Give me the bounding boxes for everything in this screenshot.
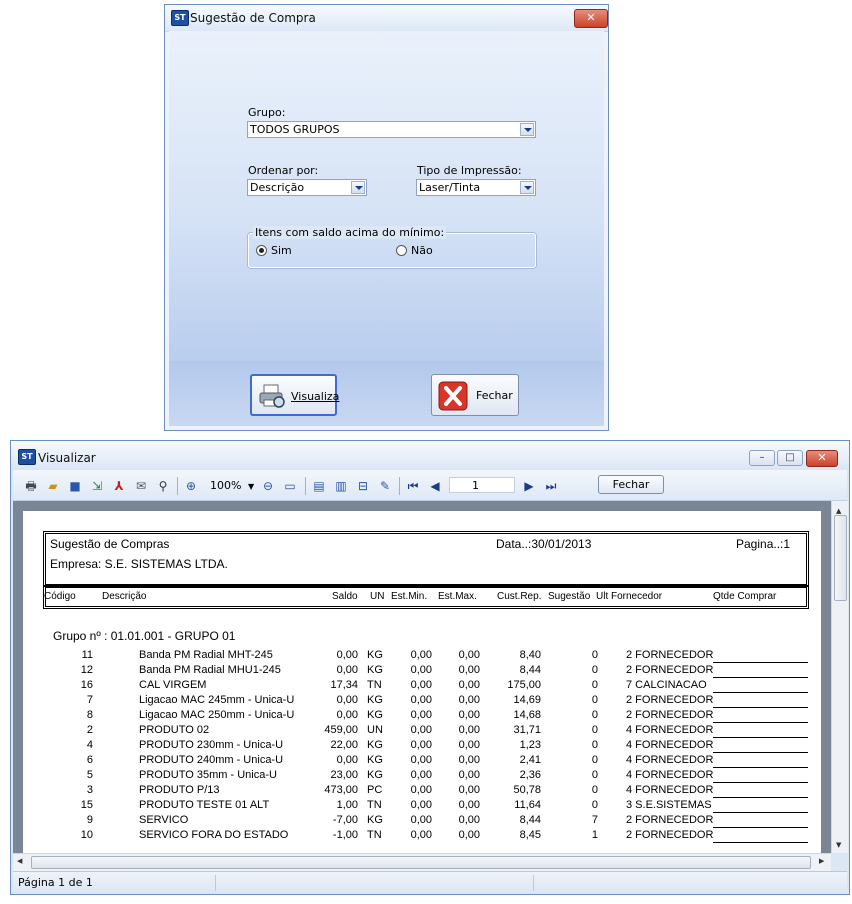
report-page-number: Pagina..:1	[736, 537, 791, 551]
zoom-out-icon[interactable]: ⊖	[262, 479, 274, 493]
zoom-select[interactable]	[210, 479, 254, 492]
cell-un: PC	[367, 784, 383, 796]
cell-estmin: 0,00	[410, 799, 432, 811]
cell-saldo: 0,00	[336, 694, 358, 706]
cell-estmax: 0,00	[458, 814, 480, 826]
cell-saldo: 0,00	[336, 649, 358, 661]
pdf-icon[interactable]: ⅄	[114, 479, 124, 493]
cell-fornecedor: 2 FORNECEDOR	[626, 709, 714, 721]
cell-fornecedor: 2 FORNECEDOR	[626, 829, 714, 841]
status-bar	[13, 871, 847, 894]
cell-estmax: 0,00	[458, 694, 480, 706]
find-icon[interactable]: ⚲	[158, 479, 168, 493]
cell-saldo: 0,00	[336, 709, 358, 721]
cell-estmin: 0,00	[410, 694, 432, 706]
dialog-titlebar[interactable]	[165, 5, 608, 32]
cell-estmin: 0,00	[410, 664, 432, 676]
cell-un: KG	[367, 694, 383, 706]
cell-sugestao: 0	[591, 739, 598, 751]
first-page-icon[interactable]: ⏮	[407, 479, 419, 493]
grupo-select[interactable]	[247, 121, 536, 138]
cell-estmax: 0,00	[458, 829, 480, 841]
cell-custrep: 8,44	[519, 664, 541, 676]
cell-custrep: 31,71	[513, 724, 541, 736]
cell-sugestao: 0	[591, 769, 598, 781]
tipo-impressao-select[interactable]	[416, 179, 536, 196]
toolbar-separator	[399, 477, 400, 495]
cell-estmin: 0,00	[410, 829, 432, 841]
cell-fornecedor: 7 CALCINACAO	[626, 679, 707, 691]
itens-saldo-legend: Itens com saldo acima do mínimo:	[255, 226, 445, 239]
cell-estmin: 0,00	[410, 724, 432, 736]
ordenar-select[interactable]	[247, 179, 367, 196]
email-icon[interactable]: ✉	[135, 479, 147, 493]
cell-sugestao: 7	[591, 814, 598, 826]
cell-custrep: 8,40	[519, 649, 541, 661]
cell-un: UN	[367, 724, 383, 736]
dialog-footer	[169, 361, 604, 426]
qtde-comprar-line	[713, 812, 808, 813]
qtde-comprar-line	[713, 827, 808, 828]
next-page-icon[interactable]: ▶	[524, 479, 534, 493]
page-number-input[interactable]: 1	[449, 477, 515, 493]
cell-un: KG	[367, 709, 383, 721]
qtde-comprar-line	[713, 677, 808, 678]
cell-codigo: 4	[86, 739, 93, 751]
cell-codigo: 3	[86, 784, 93, 796]
print-icon[interactable]: 🖶	[25, 479, 37, 493]
preview-fechar-button[interactable]: Fechar	[598, 475, 664, 494]
last-page-icon[interactable]: ⏭	[545, 479, 557, 493]
sugestao-dialog	[164, 4, 609, 431]
toolbar-separator	[305, 477, 306, 495]
qtde-comprar-line	[713, 752, 808, 753]
tipo-impressao-value: Laser/Tinta	[419, 181, 481, 194]
cell-fornecedor: 4 FORNECEDOR	[626, 784, 714, 796]
ordenar-value: Descrição	[250, 181, 305, 194]
cell-saldo: 473,00	[324, 784, 358, 796]
cell-descricao: PRODUTO P/13	[139, 784, 220, 796]
cell-fornecedor: 4 FORNECEDOR	[626, 754, 714, 766]
app-icon: ST	[171, 10, 189, 26]
status-text: Página 1 de 1	[18, 876, 93, 889]
cell-descricao: PRODUTO 02	[139, 724, 210, 736]
cell-estmin: 0,00	[410, 769, 432, 781]
status-divider	[533, 875, 534, 891]
chevron-down-icon[interactable]	[351, 181, 365, 194]
minimize-button[interactable]: –	[749, 450, 775, 466]
fechar-label: Fechar	[476, 389, 513, 402]
cell-saldo: 0,00	[336, 664, 358, 676]
cell-descricao: PRODUTO TESTE 01 ALT	[139, 799, 270, 811]
cell-sugestao: 0	[591, 724, 598, 736]
cell-codigo: 5	[86, 769, 93, 781]
grupo-value: TODOS GRUPOS	[250, 123, 340, 136]
col-estmin: Est.Min.	[391, 591, 428, 602]
cell-saldo: 1,00	[336, 799, 358, 811]
col-qtde-comprar: Qtde Comprar	[713, 591, 777, 602]
cell-estmin: 0,00	[410, 679, 432, 691]
cell-codigo: 16	[80, 679, 93, 691]
cell-codigo: 12	[80, 664, 93, 676]
cell-estmax: 0,00	[458, 799, 480, 811]
cell-codigo: 10	[80, 829, 93, 841]
dialog-close-button[interactable]: ✕	[574, 9, 608, 28]
cell-saldo: 17,34	[330, 679, 358, 691]
status-divider	[215, 875, 216, 891]
cell-codigo: 7	[86, 694, 93, 706]
qtde-comprar-line	[713, 767, 808, 768]
cell-descricao: Banda PM Radial MHT-245	[139, 649, 273, 661]
dialog-title: Sugestão de Compra	[190, 11, 316, 25]
cell-fornecedor: 4 FORNECEDOR	[626, 769, 714, 781]
cell-custrep: 2,41	[519, 754, 541, 766]
visualiza-button[interactable]	[250, 374, 340, 416]
preview-titlebar[interactable]	[11, 441, 849, 470]
qtde-comprar-line	[713, 692, 808, 693]
qtde-comprar-line	[713, 797, 808, 798]
cell-fornecedor: 2 FORNECEDOR	[626, 664, 714, 676]
cell-sugestao: 0	[591, 709, 598, 721]
cell-sugestao: 0	[591, 694, 598, 706]
preview-close-button[interactable]: ✕	[806, 450, 838, 467]
open-icon[interactable]: ▰	[48, 479, 58, 493]
dialog-client	[169, 31, 604, 361]
app-icon: ST	[18, 449, 36, 465]
save-icon[interactable]: ■	[69, 479, 81, 493]
col-custrep: Cust.Rep.	[497, 591, 542, 602]
scroll-right-icon[interactable]: ▶	[819, 857, 825, 865]
chevron-down-icon[interactable]	[520, 123, 534, 136]
cell-estmax: 0,00	[458, 739, 480, 751]
cell-custrep: 14,69	[513, 694, 541, 706]
cell-descricao: PRODUTO 240mm - Unica-U	[139, 754, 284, 766]
cell-sugestao: 1	[591, 829, 598, 841]
cell-un: TN	[367, 679, 382, 691]
fechar-button[interactable]	[431, 374, 519, 416]
cell-descricao: SERVICO	[139, 814, 189, 826]
preview-window	[10, 440, 850, 895]
cell-estmax: 0,00	[458, 769, 480, 781]
col-codigo: Código	[44, 591, 76, 602]
cell-estmin: 0,00	[410, 649, 432, 661]
col-un: UN	[370, 591, 385, 602]
cell-saldo: -1,00	[332, 829, 358, 841]
book-icon[interactable]: ⊟	[357, 479, 369, 493]
cell-estmax: 0,00	[458, 754, 480, 766]
radio-nao[interactable]	[396, 245, 407, 256]
close-x-icon	[438, 381, 468, 411]
col-ult-fornecedor: Ult Fornecedor	[596, 591, 663, 602]
zoom-in-icon[interactable]: ⊕	[185, 479, 197, 493]
cell-sugestao: 0	[591, 664, 598, 676]
two-pages-icon[interactable]: ▥	[335, 479, 347, 493]
cell-estmin: 0,00	[410, 754, 432, 766]
cell-codigo: 8	[86, 709, 93, 721]
cell-saldo: -7,00	[332, 814, 358, 826]
qtde-comprar-line	[713, 782, 808, 783]
radio-sim[interactable]	[256, 245, 267, 256]
cell-custrep: 8,44	[519, 814, 541, 826]
radio-sim-label[interactable]: Sim	[271, 244, 292, 257]
cell-estmax: 0,00	[458, 709, 480, 721]
cell-descricao: Banda PM Radial MHU1-245	[139, 664, 281, 676]
col-estmax: Est.Max.	[438, 591, 477, 602]
radio-nao-label[interactable]: Não	[411, 244, 433, 257]
cell-estmax: 0,00	[458, 784, 480, 796]
cell-estmin: 0,00	[410, 784, 432, 796]
cell-estmin: 0,00	[410, 739, 432, 751]
cell-custrep: 8,45	[519, 829, 541, 841]
report-page	[23, 511, 821, 853]
cell-fornecedor: 3 S.E.SISTEMAS	[626, 799, 712, 811]
horizontal-scroll-thumb[interactable]	[31, 856, 811, 869]
qtde-comprar-line	[713, 707, 808, 708]
cell-saldo: 0,00	[336, 754, 358, 766]
cell-codigo: 15	[80, 799, 93, 811]
cell-un: TN	[367, 829, 382, 841]
cell-un: KG	[367, 739, 383, 751]
cell-sugestao: 0	[591, 754, 598, 766]
cell-fornecedor: 2 FORNECEDOR	[626, 649, 714, 661]
chevron-down-icon[interactable]	[520, 181, 534, 194]
export-icon[interactable]: ⇲	[91, 479, 103, 493]
report-company: Empresa: S.E. SISTEMAS LTDA.	[50, 557, 228, 571]
col-saldo: Saldo	[332, 591, 358, 602]
scroll-down-icon[interactable]: ▼	[836, 841, 842, 849]
cell-fornecedor: 2 FORNECEDOR	[626, 694, 714, 706]
cell-estmax: 0,00	[458, 649, 480, 661]
cell-un: KG	[367, 754, 383, 766]
cell-saldo: 23,00	[330, 769, 358, 781]
qtde-comprar-line	[713, 662, 808, 663]
cell-estmax: 0,00	[458, 724, 480, 736]
page-width-icon[interactable]: ▭	[284, 479, 296, 493]
maximize-button[interactable]: □	[777, 450, 803, 466]
cell-descricao: Ligacao MAC 245mm - Unica-U	[139, 694, 295, 706]
scroll-left-icon[interactable]: ◀	[17, 857, 23, 865]
horizontal-scrollbar[interactable]	[13, 853, 831, 871]
prev-page-icon[interactable]: ◀	[430, 479, 440, 493]
vertical-scrollbar[interactable]	[831, 501, 848, 853]
printer-preview-icon	[258, 382, 286, 410]
grupo-label: Grupo:	[248, 106, 286, 119]
qtde-comprar-line	[713, 737, 808, 738]
single-page-icon[interactable]: ▤	[313, 479, 325, 493]
cell-descricao: PRODUTO 35mm - Unica-U	[139, 769, 277, 781]
col-descricao: Descrição	[102, 591, 147, 602]
ordenar-label: Ordenar por:	[248, 164, 319, 177]
visualiza-label: Visualiza	[291, 390, 340, 403]
cell-custrep: 50,78	[513, 784, 541, 796]
cell-descricao: SERVICO FORA DO ESTADO	[139, 829, 289, 841]
cell-fornecedor: 4 FORNECEDOR	[626, 724, 714, 736]
cell-fornecedor: 2 FORNECEDOR	[626, 814, 714, 826]
cell-estmin: 0,00	[410, 709, 432, 721]
cell-codigo: 11	[81, 649, 93, 661]
cell-saldo: 22,00	[330, 739, 358, 751]
cell-custrep: 175,00	[507, 679, 541, 691]
cell-codigo: 2	[86, 724, 93, 736]
cell-sugestao: 0	[591, 679, 598, 691]
cell-sugestao: 0	[591, 799, 598, 811]
cell-descricao: PRODUTO 230mm - Unica-U	[139, 739, 284, 751]
preview-title: Visualizar	[38, 451, 96, 465]
qtde-comprar-line	[713, 842, 808, 843]
cell-descricao: Ligacao MAC 250mm - Unica-U	[139, 709, 295, 721]
report-title: Sugestão de Compras	[50, 537, 170, 551]
cell-sugestao: 0	[591, 649, 598, 661]
cell-descricao: CAL VIRGEM	[139, 679, 207, 691]
preview-toolbar	[13, 470, 847, 501]
cell-un: KG	[367, 769, 383, 781]
cell-estmax: 0,00	[458, 679, 480, 691]
toolbar-separator	[177, 477, 178, 495]
tipo-impressao-label: Tipo de Impressão:	[417, 164, 522, 177]
qtde-comprar-line	[713, 722, 808, 723]
cell-sugestao: 0	[591, 784, 598, 796]
chevron-down-icon[interactable]: ▼	[247, 482, 255, 491]
cell-un: KG	[367, 649, 383, 661]
cell-codigo: 6	[86, 754, 93, 766]
cell-custrep: 1,23	[519, 739, 541, 751]
report-viewport[interactable]	[13, 501, 831, 853]
cell-codigo: 9	[86, 814, 93, 826]
cell-un: KG	[367, 814, 383, 826]
edit-icon[interactable]: ✎	[379, 479, 391, 493]
zoom-value: 100%	[210, 479, 242, 492]
report-date: Data..:30/01/2013	[496, 537, 592, 551]
cell-custrep: 2,36	[519, 769, 541, 781]
vertical-scroll-thumb[interactable]	[834, 515, 847, 601]
cell-un: TN	[367, 799, 382, 811]
col-sugestao: Sugestão	[548, 591, 591, 602]
cell-estmin: 0,00	[410, 814, 432, 826]
scroll-up-icon[interactable]: ▲	[836, 507, 842, 515]
cell-estmax: 0,00	[458, 664, 480, 676]
cell-saldo: 459,00	[324, 724, 358, 736]
group-heading: Grupo nº : 01.01.001 - GRUPO 01	[53, 629, 236, 643]
cell-custrep: 14,68	[513, 709, 541, 721]
cell-fornecedor: 4 FORNECEDOR	[626, 739, 714, 751]
cell-custrep: 11,64	[514, 799, 541, 811]
cell-un: KG	[367, 664, 383, 676]
